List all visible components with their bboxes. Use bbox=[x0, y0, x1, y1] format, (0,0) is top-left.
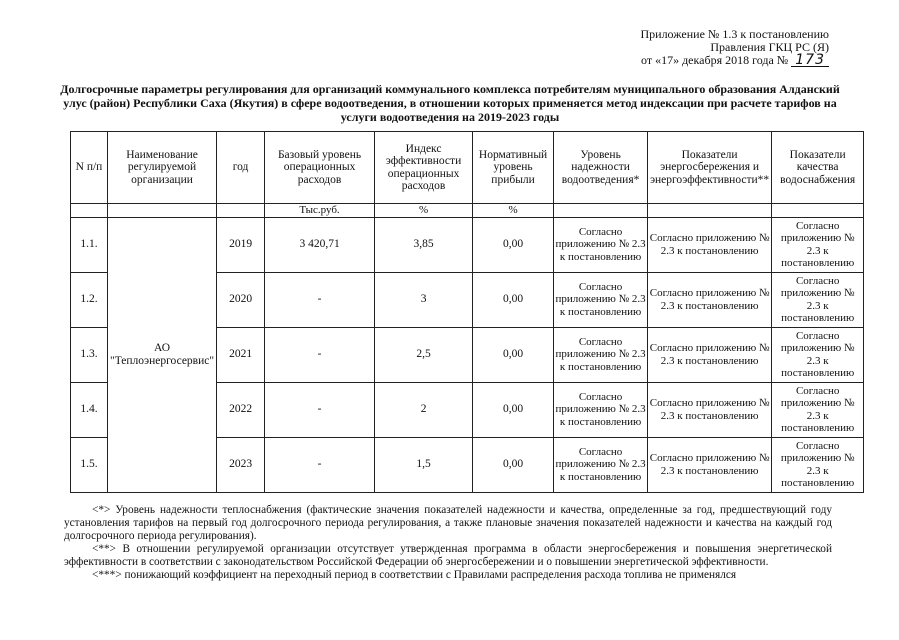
row-profit-level: 0,00 bbox=[473, 272, 554, 327]
footnotes bbox=[64, 504, 832, 582]
row-quality: Согласно приложению № 2.3 к постановлению bbox=[772, 327, 864, 382]
row-reliability: Согласно приложению № 2.3 к постановлению bbox=[554, 382, 648, 437]
row-num: 1.3. bbox=[71, 327, 108, 382]
table-row bbox=[71, 217, 864, 272]
row-num: 1.5. bbox=[71, 437, 108, 492]
footnote-3: <***> понижающий коэффициент на переходный период в соответствии с Правилами распределения расхода топлива не применялся bbox=[92, 569, 737, 581]
row-efficiency-index: 2 bbox=[375, 382, 473, 437]
row-efficiency-index: 1,5 bbox=[375, 437, 473, 492]
row-base-costs: - bbox=[265, 327, 375, 382]
table-header-row bbox=[71, 132, 864, 204]
row-efficiency-index: 3,85 bbox=[375, 217, 473, 272]
units-row bbox=[71, 204, 864, 218]
header-quality: Показатели качества водоснабжения bbox=[772, 132, 864, 204]
row-quality: Согласно приложению № 2.3 к постановлению bbox=[772, 437, 864, 492]
row-num: 1.1. bbox=[71, 217, 108, 272]
row-base-costs: 3 420,71 bbox=[265, 217, 375, 272]
row-energy-saving: Согласно приложению № 2.3 к постановлению bbox=[648, 382, 772, 437]
units-energy bbox=[648, 204, 772, 218]
row-num: 1.2. bbox=[71, 272, 108, 327]
row-profit-level: 0,00 bbox=[473, 217, 554, 272]
units-year bbox=[217, 204, 265, 218]
row-efficiency-index: 2,5 bbox=[375, 327, 473, 382]
table-body bbox=[71, 204, 864, 493]
row-energy-saving: Согласно приложению № 2.3 к постановлению bbox=[648, 437, 772, 492]
units-quality bbox=[772, 204, 864, 218]
row-num: 1.4. bbox=[71, 382, 108, 437]
row-reliability: Согласно приложению № 2.3 к постановлению bbox=[554, 437, 648, 492]
footnote-2: <**> В отношении регулируемой организации отсутствует утвержденная программа в области энергосбережения и повышения энергетической эффективности в соответствии с законодательством Российской Федерации об энергосбережении и о повышении энергетической эффективности. bbox=[64, 543, 832, 568]
header-profit-level: Нормативный уровень прибыли bbox=[473, 132, 554, 204]
row-reliability: Согласно приложению № 2.3 к постановлению bbox=[554, 217, 648, 272]
header-reliability: Уровень надежности водоотведения* bbox=[554, 132, 648, 204]
row-profit-level: 0,00 bbox=[473, 437, 554, 492]
row-year: 2022 bbox=[217, 382, 265, 437]
document-title: Долгосрочные параметры регулирования для организаций коммунального комплекса потребителям муниципального образования Алданский улус (район) Республики Саха (Якутия) в сфере водоотведения, в отношении которых применяется метод индексации при расчете тарифов на услуги водоотведения на 2019-2023 годы bbox=[60, 82, 840, 124]
header-energy-saving: Показатели энергосбережения и энергоэффективности** bbox=[648, 132, 772, 204]
row-base-costs: - bbox=[265, 272, 375, 327]
row-profit-level: 0,00 bbox=[473, 327, 554, 382]
row-year: 2020 bbox=[217, 272, 265, 327]
resolution-number: 173 bbox=[791, 54, 829, 67]
row-reliability: Согласно приложению № 2.3 к постановлению bbox=[554, 272, 648, 327]
footnote-1: <*> Уровень надежности теплоснабжения (фактические значения показателей надежности и качества, определенные за год, предшествующий году установления тарифов на первый год долгосрочного периода регулирования, а также плановые значения показателей надежности и качества на каждый год долгосрочного периода регулирования). bbox=[64, 504, 832, 542]
row-quality: Согласно приложению № 2.3 к постановлению bbox=[772, 382, 864, 437]
header-efficiency-index: Индекс эффективности операционных расходов bbox=[375, 132, 473, 204]
row-base-costs: - bbox=[265, 437, 375, 492]
units-num bbox=[71, 204, 108, 218]
appendix-line-3 bbox=[640, 54, 829, 67]
row-reliability: Согласно приложению № 2.3 к постановлению bbox=[554, 327, 648, 382]
header-year: год bbox=[217, 132, 265, 204]
row-quality: Согласно приложению № 2.3 к постановлению bbox=[772, 272, 864, 327]
units-index: % bbox=[375, 204, 473, 218]
organization-name: АО "Теплоэнергосервис" bbox=[108, 217, 217, 492]
row-energy-saving: Согласно приложению № 2.3 к постановлению bbox=[648, 272, 772, 327]
row-energy-saving: Согласно приложению № 2.3 к постановлению bbox=[648, 327, 772, 382]
units-profit: % bbox=[473, 204, 554, 218]
header-num: N п/п bbox=[71, 132, 108, 204]
row-base-costs: - bbox=[265, 382, 375, 437]
row-quality: Согласно приложению № 2.3 к постановлению bbox=[772, 217, 864, 272]
row-year: 2019 bbox=[217, 217, 265, 272]
appendix-line-1: Приложение № 1.3 к постановлению bbox=[640, 27, 829, 41]
appendix-header bbox=[640, 28, 829, 67]
appendix-date: от «17» декабря 2018 года № bbox=[640, 53, 789, 67]
units-base: Тыс.руб. bbox=[265, 204, 375, 218]
row-year: 2023 bbox=[217, 437, 265, 492]
header-organization: Наименование регулируемой организации bbox=[108, 132, 217, 204]
header-base-costs: Базовый уровень операционных расходов bbox=[265, 132, 375, 204]
row-year: 2021 bbox=[217, 327, 265, 382]
appendix-line-2: Правления ГКЦ РС (Я) bbox=[710, 40, 829, 54]
parameters-table bbox=[70, 131, 864, 493]
row-efficiency-index: 3 bbox=[375, 272, 473, 327]
units-reliability bbox=[554, 204, 648, 218]
units-org bbox=[108, 204, 217, 218]
row-energy-saving: Согласно приложению № 2.3 к постановлению bbox=[648, 217, 772, 272]
row-profit-level: 0,00 bbox=[473, 382, 554, 437]
